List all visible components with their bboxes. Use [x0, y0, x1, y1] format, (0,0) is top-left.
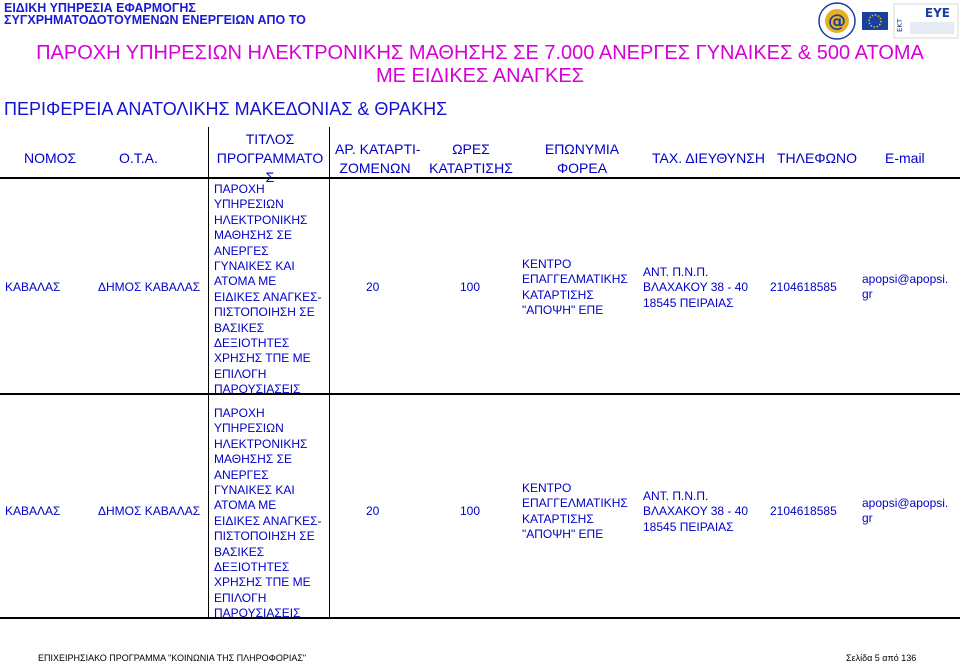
cell-trainees: 20 — [366, 280, 380, 294]
program-column-right-border — [329, 127, 330, 394]
col-header-trainees-l2: ΖΟΜΕΝΩΝ — [339, 160, 411, 176]
svg-text:ΕΥΕ: ΕΥΕ — [924, 6, 950, 20]
col-header-provider-l1: ΕΠΩΝΥΜΙΑ — [544, 141, 620, 157]
title-line2: ΜΕ ΕΙΔΙΚΕΣ ΑΝΑΓΚΕΣ — [375, 65, 585, 87]
col-header-provider — [528, 140, 636, 178]
col-header-email: E-mail — [885, 150, 925, 166]
program-column-left-border-2 — [208, 395, 209, 617]
cell-program: ΠΑΡΟΧΗ ΥΠΗΡΕΣΙΩΝ ΗΛΕΚΤΡΟΝΙΚΗΣ ΜΑΘΗΣΗΣ ΣΕ ΑΝΕΡΓΕΣ ΓΥΝΑΙΚΕΣ ΚΑΙ ΑΤΟΜΑ ΜΕ ΕΙΔΙΚΕΣ ΑΝΑΓΚΕΣ- ΠΙΣΤΟΠΟΙΗΣΗ ΣΕ ΒΑΣΙΚΕΣ ΔΕΞΙΟΤΗΤΕΣ ΧΡΗΣΗΣ ΤΠΕ ΜΕ ΕΠΙΛΟΓΗ ΠΑΡΟΥΣΙΑΣΕΙΣ — [214, 182, 322, 397]
cell-provider: ΚΕΝΤΡΟ ΕΠΑΓΓΕΛΜΑΤΙΚΗΣ ΚΑΤΑΡΤΙΣΗΣ "ΑΠΟΨΗ" ΕΠΕ — [522, 481, 628, 542]
row-separator — [0, 393, 960, 395]
table-bottom-rule — [0, 617, 960, 619]
at-sign-logo-icon — [819, 3, 855, 39]
col-header-nomos: ΝΟΜΟΣ — [24, 150, 77, 166]
col-header-trainees — [335, 140, 421, 178]
cell-trainees: 20 — [366, 504, 380, 518]
cell-email[interactable]: apopsi@apopsi. gr — [862, 272, 949, 302]
cell-hours: 100 — [460, 504, 481, 518]
agency-name-line2: ΣΥΓΧΡΗΜΑΤΟΔΟΤΟΥΜΕΝΩΝ ΕΝΕΡΓΕΙΩΝ ΑΠΟ ΤΟ — [4, 13, 306, 27]
svg-text:ΕΚΤ: ΕΚΤ — [896, 18, 904, 32]
cell-nomos: ΚΑΒΑΛΑΣ — [5, 504, 61, 518]
col-header-hours-l1: ΩΡΕΣ — [452, 141, 490, 157]
title-line1: ΠΑΡΟΧΗ ΥΠΗΡΕΣΙΩΝ ΗΛΕΚΤΡΟΝΙΚΗΣ ΜΑΘΗΣΗΣ ΣΕ 7.000 ΑΝΕΡΓΕΣ ΓΥΝΑΙΚΕΣ & 500 ΑΤΟΜΑ — [36, 42, 924, 64]
program-column-left-border — [208, 127, 209, 394]
cell-hours: 100 — [460, 280, 481, 294]
region-heading: ΠΕΡΙΦΕΡΕΙΑ ΑΝΑΤΟΛΙΚΗΣ ΜΑΚΕΔΟΝΙΑΣ & ΘΡΑΚΗΣ — [4, 99, 448, 119]
eu-flag-icon — [862, 12, 888, 30]
footer-page-number: Σελίδα 5 από 136 — [846, 653, 917, 663]
page-title — [0, 42, 960, 88]
col-header-hours-l2: ΚΑΤΑΡΤΙΣΗΣ — [429, 160, 513, 176]
col-header-address: ΤΑΧ. ΔΙΕΥΘΥΝΣΗ — [652, 150, 765, 166]
cell-program: ΠΑΡΟΧΗ ΥΠΗΡΕΣΙΩΝ ΗΛΕΚΤΡΟΝΙΚΗΣ ΜΑΘΗΣΗΣ ΣΕ ΑΝΕΡΓΕΣ ΓΥΝΑΙΚΕΣ ΚΑΙ ΑΤΟΜΑ ΜΕ ΕΙΔΙΚΕΣ ΑΝΑΓΚΕΣ- ΠΙΣΤΟΠΟΙΗΣΗ ΣΕ ΒΑΣΙΚΕΣ ΔΕΞΙΟΤΗΤΕΣ ΧΡΗΣΗΣ ΤΠΕ ΜΕ ΕΠΙΛΟΓΗ ΠΑΡΟΥΣΙΑΣΕΙΣ — [214, 406, 322, 621]
cell-ota: ΔΗΜΟΣ ΚΑΒΑΛΑΣ — [98, 280, 201, 294]
cell-address: ΑΝΤ. Π.Ν.Π. ΒΛΑΧΑΚΟΥ 38 - 40 18545 ΠΕΙΡΑΙΑΣ — [643, 265, 749, 310]
cell-provider: ΚΕΝΤΡΟ ΕΠΑΓΓΕΛΜΑΤΙΚΗΣ ΚΑΤΑΡΤΙΣΗΣ "ΑΠΟΨΗ" ΕΠΕ — [522, 257, 628, 318]
col-header-hours — [422, 140, 520, 178]
cell-phone: 2104618585 — [770, 504, 837, 518]
col-header-program-l1: ΤΙΤΛΟΣ — [245, 131, 295, 147]
eye-logo-icon — [894, 4, 958, 38]
logos — [818, 2, 960, 40]
cell-phone: 2104618585 — [770, 280, 837, 294]
header-rule — [0, 177, 960, 179]
svg-text:@: @ — [828, 11, 846, 32]
cell-address: ΑΝΤ. Π.Ν.Π. ΒΛΑΧΑΚΟΥ 38 - 40 18545 ΠΕΙΡΑΙΑΣ — [643, 489, 749, 534]
col-header-trainees-l1: ΑΡ. ΚΑΤΑΡΤΙ- — [335, 141, 421, 157]
cell-nomos: ΚΑΒΑΛΑΣ — [5, 280, 61, 294]
col-header-program-l2: ΠΡΟΓΡΑΜΜΑΤΟ — [216, 150, 324, 166]
col-header-ota: Ο.Τ.Α. — [119, 150, 158, 166]
col-header-provider-l2: ΦΟΡΕΑ — [556, 160, 608, 176]
cell-ota: ΔΗΜΟΣ ΚΑΒΑΛΑΣ — [98, 504, 201, 518]
footer-program: ΕΠΙΧΕΙΡΗΣΙΑΚΟ ΠΡΟΓΡΑΜΜΑ "ΚΟΙΝΩΝΙΑ ΤΗΣ ΠΛΗΡΟΦΟΡΙΑΣ" — [38, 653, 307, 663]
col-header-phone: ΤΗΛΕΦΩΝΟ — [777, 150, 857, 166]
program-column-right-border-2 — [329, 395, 330, 617]
cell-email[interactable]: apopsi@apopsi. gr — [862, 496, 949, 526]
agency-name-line1: ΕΙΔΙΚΗ ΥΠΗΡΕΣΙΑ ΕΦΑΡΜΟΓΗΣ — [4, 1, 196, 15]
